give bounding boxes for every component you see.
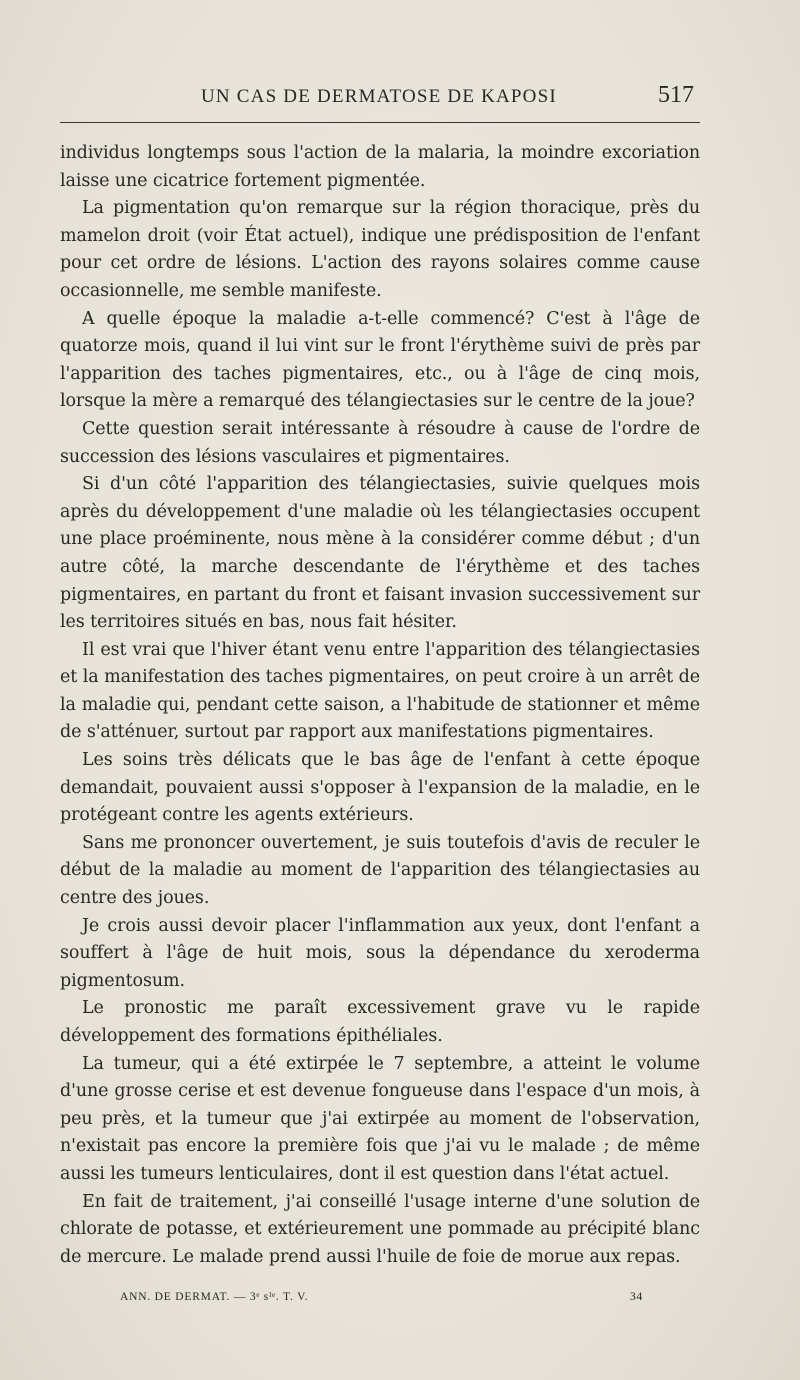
paragraph: Cette question serait intéressante à résoudre à cause de l'ordre de succession des lésions vasculaires et pigmentaires. xyxy=(60,418,700,467)
page-number: 517 xyxy=(658,82,694,108)
paragraph: Je crois aussi devoir placer l'inflammation aux yeux, dont l'enfant a souffert à l'âge de huit mois, sous la dépendance du xeroderma pigmentosum. xyxy=(60,915,700,991)
body-text xyxy=(60,140,700,1271)
page-header xyxy=(60,78,700,118)
running-title: UN CAS DE DERMATOSE DE KAPOSI xyxy=(201,86,557,107)
journal-signature: ANN. DE DERMAT. — 3ᵉ sᴵᵉ. T. V. xyxy=(120,1291,309,1303)
paragraph: Si d'un côté l'apparition des télangiectasies, suivie quelques mois après du développement d'une maladie où les télangiectasies occupent une place proéminente, nous mène à la considérer comme début ; d'un autre côté, la marche descendante de l'érythème et des taches pigmentaires, en partant du front et faisant invasion successivement sur les territoires situés en bas, nous fait hésiter. xyxy=(60,474,700,633)
sheet-signature: 34 xyxy=(630,1291,644,1303)
header-rule xyxy=(60,122,700,123)
paragraph: individus longtemps sous l'action de la malaria, la moindre excoriation laisse une cicatrice fortement pigmentée. xyxy=(60,143,700,191)
paragraph: A quelle époque la maladie a-t-elle commencé? C'est à l'âge de quatorze mois, quand il lui vint sur le front l'érythème suivi de près par l'apparition des taches pigmentaires, etc., ou à l'âge de cinq mois, lorsque la mère a remarqué des télangiectasies sur le centre de la joue? xyxy=(60,308,700,412)
page-footer xyxy=(60,1288,700,1310)
paragraph: La tumeur, qui a été extirpée le 7 septembre, a atteint le volume d'une grosse cerise et est devenue fongueuse dans l'espace d'un mois, à peu près, et la tumeur que j'ai extirpée au moment de l'observation, n'existait pas encore la première fois que j'ai vu le malade ; de même aussi les tumeurs lenticulaires, dont il est question dans l'état actuel. xyxy=(60,1053,700,1184)
paragraph: Les soins très délicats que le bas âge de l'enfant à cette époque demandait, pouvaient aussi s'opposer à l'expansion de la maladie, en le protégeant contre les agents extérieurs. xyxy=(60,750,700,826)
paragraph: Sans me prononcer ouvertement, je suis toutefois d'avis de reculer le début de la maladie au moment de l'apparition des télangiectasies au centre des joues. xyxy=(60,832,700,909)
paragraph: Il est vrai que l'hiver étant venu entre l'apparition des télangiectasies et la manifestation des taches pigmentaires, on peut croire à un arrêt de la maladie qui, pendant cette saison, a l'habitude de stationner et même de s'atténuer, surtout par rapport aux manifestations pigmentaires. xyxy=(60,639,700,743)
paragraph: En fait de traitement, j'ai conseillé l'usage interne d'une solution de chlorate de potasse, et extérieurement une pommade au précipité blanc de mercure. Le malade prend aussi l'huile de foie de morue aux repas. xyxy=(60,1191,700,1267)
paragraph: La pigmentation qu'on remarque sur la région thoracique, près du mamelon droit (voir État actuel), indique une prédisposition de l'enfant pour cet ordre de lésions. L'action des rayons solaires comme cause occasionnelle, me semble manifeste. xyxy=(60,198,700,301)
paragraph: Le pronostic me paraît excessivement grave vu le rapide développement des formations épithéliales. xyxy=(60,998,700,1046)
